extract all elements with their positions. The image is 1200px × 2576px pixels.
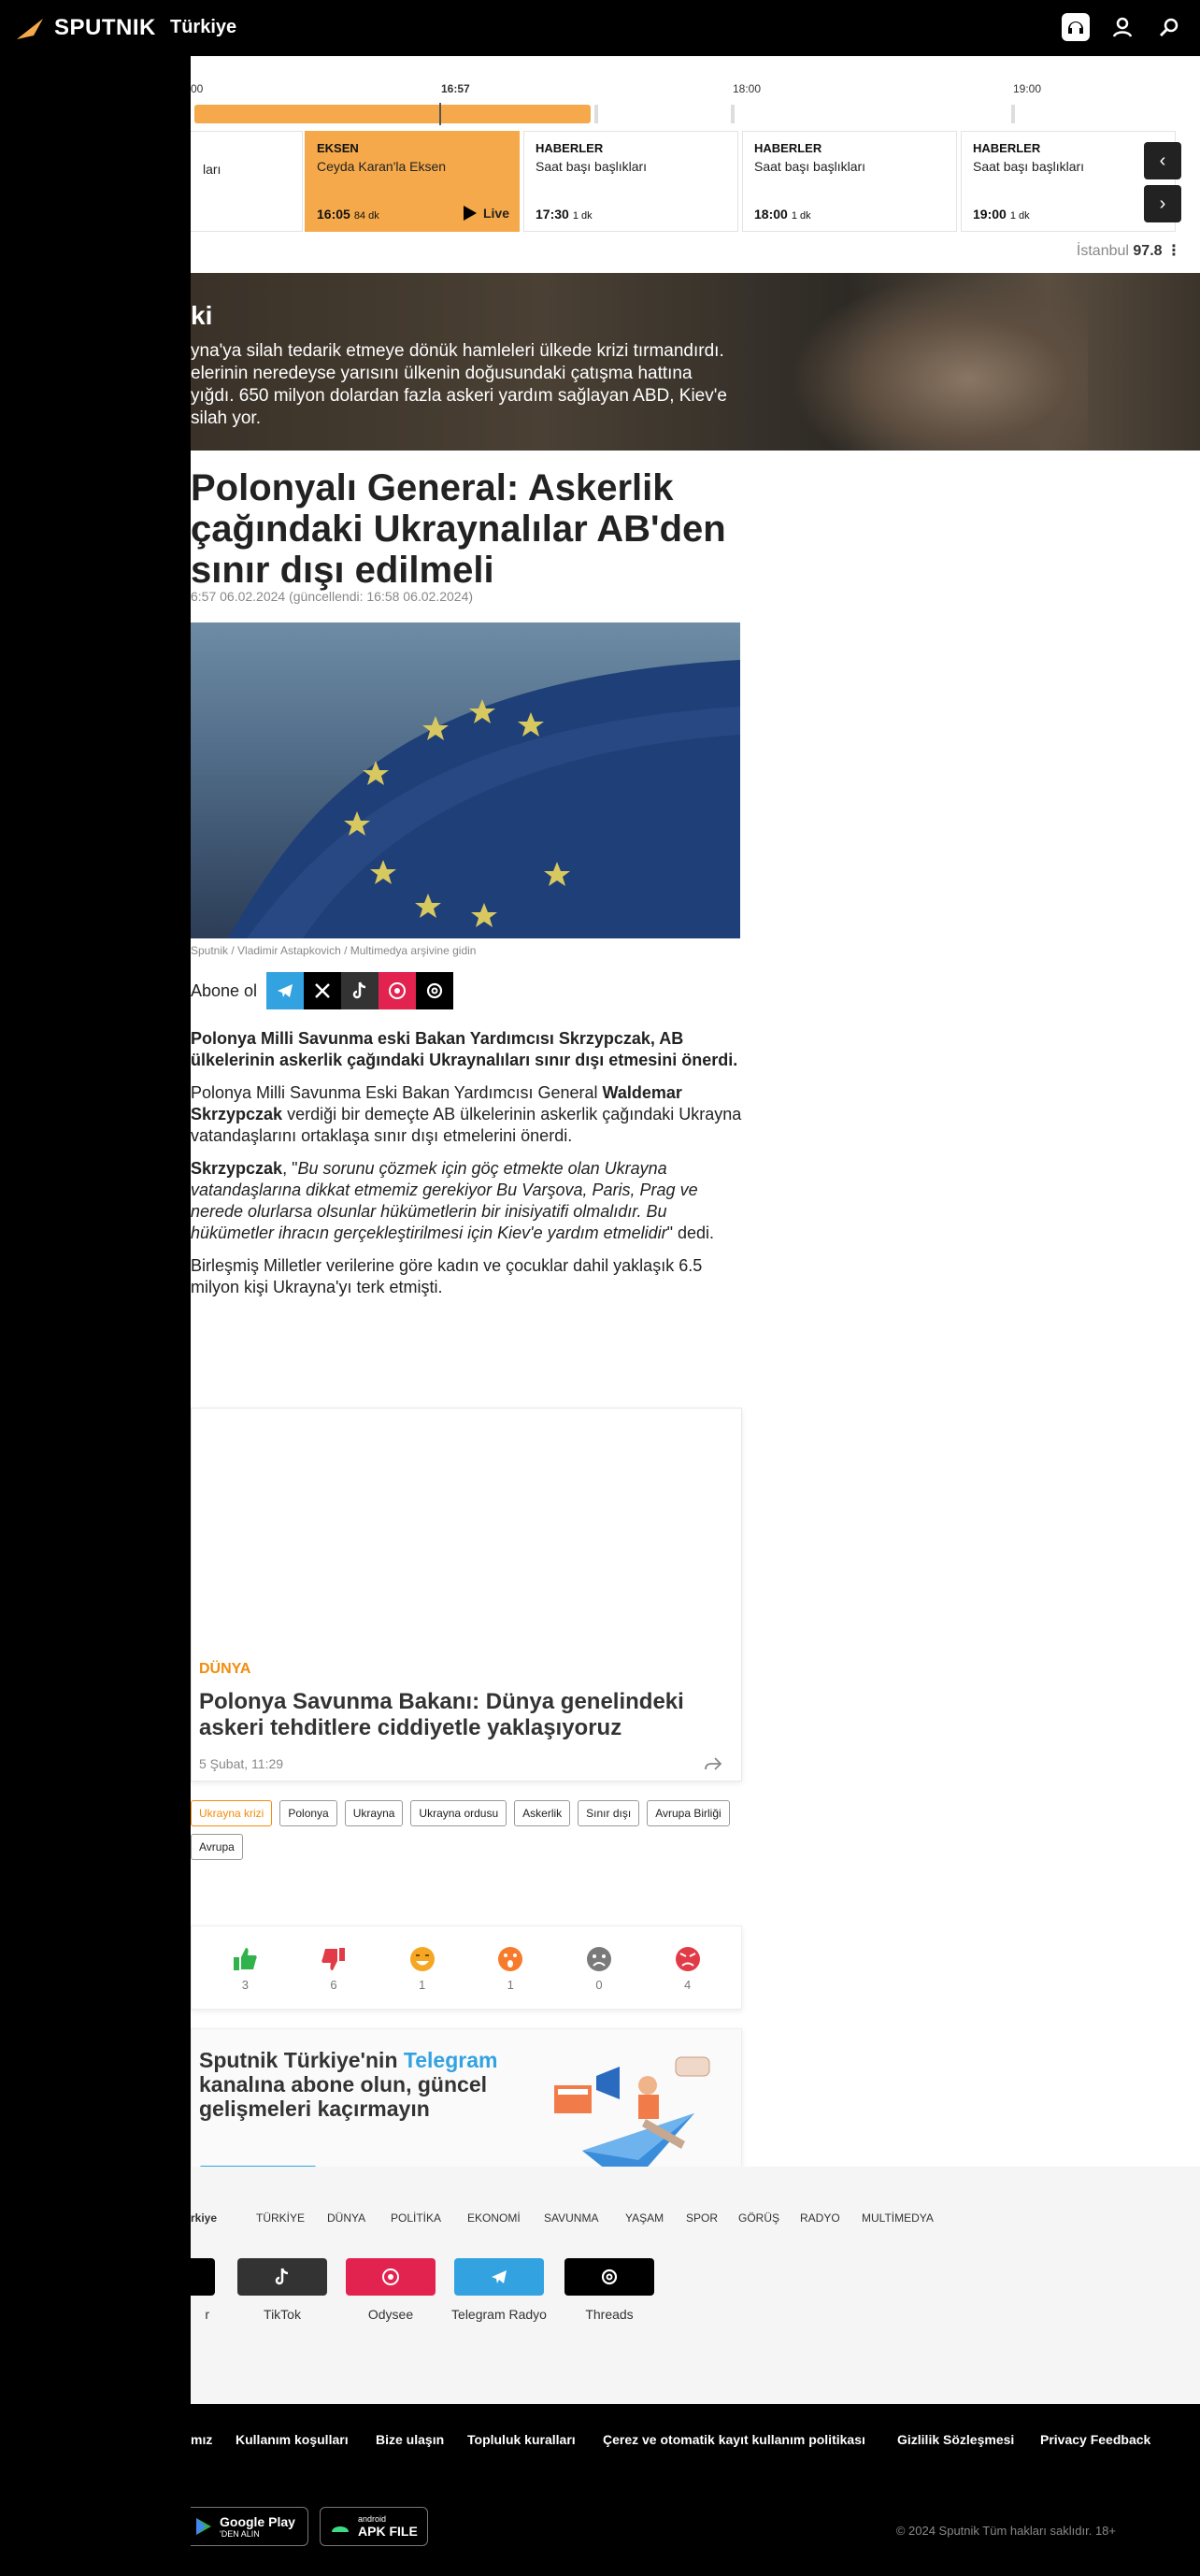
program-card[interactable]: HABERLER Saat başı başlıkları 19:00 1 dk <box>961 131 1176 232</box>
copyright: © 2024 Sputnik Tüm hakları saklıdır. 18+ <box>895 2524 1116 2538</box>
footer-nav-item[interactable]: POLİTİKA <box>391 2211 442 2225</box>
reaction-like[interactable]: 3 <box>230 1944 260 1992</box>
sputnik-logo[interactable] <box>15 15 156 41</box>
thumbs-down-icon <box>319 1944 349 1974</box>
story-banner[interactable] <box>191 273 1200 451</box>
program-card[interactable]: HABERLER Saat başı başlıkları 18:00 1 dk <box>742 131 957 232</box>
tag[interactable]: Ukrayna ordusu <box>410 1800 507 1826</box>
footer-link[interactable]: Gizlilik Sözleşmesi <box>897 2432 1015 2447</box>
footer-nav-item[interactable]: MULTİMEDYA <box>862 2211 934 2225</box>
tl-time-0: 00 <box>191 82 204 95</box>
tl-time-2: 18:00 <box>733 82 762 95</box>
android-icon <box>330 2519 350 2534</box>
subscribe-row <box>191 972 453 1009</box>
article-title: Polonyalı General: Askerlik çağındaki Ukraynalılar AB'den sınır dışı edilmeli <box>191 467 726 591</box>
footer-social-label: TikTok <box>264 2307 301 2322</box>
tl-time-1: 16:57 <box>441 82 470 95</box>
footer-nav-item[interactable]: SAVUNMA <box>544 2211 599 2225</box>
image-caption[interactable]: Sputnik / Vladimir Astapkovich / Multimedya arşivine gidin <box>191 944 477 957</box>
related-category[interactable]: DÜNYA <box>199 1661 251 1677</box>
footer-social-label: Threads <box>585 2307 634 2322</box>
live-button[interactable]: Live <box>463 205 509 222</box>
share-icon[interactable] <box>704 1756 722 1776</box>
footer-nav-item[interactable]: RADYO <box>800 2211 840 2225</box>
tag[interactable]: Polonya <box>279 1800 336 1826</box>
tag[interactable]: Askerlik <box>514 1800 570 1826</box>
timeline-prev-button[interactable] <box>1144 142 1181 179</box>
eu-flag-image[interactable] <box>191 623 740 938</box>
brand-name: SPUTNIK <box>54 15 156 40</box>
program-card[interactable]: HABERLER Saat başı başlıkları 17:30 1 dk <box>523 131 738 232</box>
tiktok-button[interactable] <box>237 2258 327 2296</box>
article-dates: 6:57 06.02.2024 (güncellendi: 16:58 06.02.2024) <box>191 589 474 604</box>
footer-link[interactable]: Topluluk kuralları <box>467 2432 576 2447</box>
program-category: EKSEN <box>317 141 359 155</box>
footer-nav-item[interactable]: TÜRKİYE <box>256 2211 306 2225</box>
radio-timeline <box>191 56 1200 273</box>
footer-link[interactable]: Çerez ve otomatik kayıt kullanım politikası <box>603 2432 865 2447</box>
article-lead: Polonya Milli Savunma eski Bakan Yardımcısı Skrzypczak, AB ülkelerinin askerlik çağındaki Ukraynalıları sınır dışı etmesini önerdi. <box>191 1029 738 1069</box>
laugh-icon <box>407 1944 437 1974</box>
sputnik-logo-icon <box>15 15 47 41</box>
program-card-active[interactable] <box>305 131 520 232</box>
promo-text: Sputnik Türkiye'nin Telegram kanalına abone olun, güncel gelişmeleri kaçırmayın <box>199 2048 498 2121</box>
tiktok-icon[interactable] <box>341 972 379 1009</box>
google-play-icon <box>195 2517 212 2536</box>
footer-nav-item[interactable]: SPOR <box>686 2211 719 2225</box>
apk-badge[interactable]: android APK FILE <box>320 2507 428 2546</box>
chevron-right-icon: › <box>1159 193 1166 214</box>
footer-link[interactable]: Bize ulaşın <box>376 2432 445 2447</box>
footer-bottom <box>191 2404 1200 2576</box>
radio-frequency[interactable]: İstanbul 97.8 ⋮ <box>1076 243 1181 259</box>
edition-label[interactable]: Türkiye <box>170 17 237 37</box>
subscribe-label: Abone ol <box>191 980 258 1000</box>
tag[interactable]: Ukrayna <box>345 1800 404 1826</box>
tl-slot-2 <box>731 105 735 123</box>
reactions-bar <box>191 1925 742 2010</box>
footer-social-label: Odysee <box>367 2307 414 2322</box>
content-panel <box>191 56 1200 2576</box>
odysee-icon <box>380 2267 401 2287</box>
tl-slot-3 <box>1011 105 1015 123</box>
article-body <box>191 1028 742 1309</box>
footer-nav-item[interactable]: DÜNYA <box>327 2211 366 2225</box>
reaction-dislike[interactable]: 6 <box>319 1944 349 1992</box>
odysee-button[interactable] <box>346 2258 436 2296</box>
reaction-laugh[interactable]: 1 <box>407 1944 437 1992</box>
footer-nav-item[interactable]: EKONOMİ <box>467 2211 521 2225</box>
tl-progress-bar[interactable] <box>194 105 591 123</box>
banner-text: yna'ya silah tedarik etmeye dönük hamleleri ülkede krizi tırmandırdı. elerinin neredeyse yarısını ülkenin doğusundaki çatışma hattına yığdı. 650 milyon dolardan fazla askeri yardım sağlayan ABD, Kiev'e silah yor. <box>191 341 727 428</box>
program-title: Ceyda Karan'la Eksen <box>317 159 447 174</box>
footer-nav-item[interactable]: GÖRÜŞ <box>738 2211 780 2225</box>
search-icon[interactable] <box>1155 13 1183 41</box>
surprised-icon <box>495 1944 525 1974</box>
tl-slot-1 <box>594 105 598 123</box>
article-paragraph: Skrzypczak, "Bu sorunu çözmek için göç etmekte olan Ukrayna vatandaşlarına dikkat etmemiz gerekiyor Bu Varşova, Paris, Prag ve nerede olurlarsa olsunlar hükümetlerin bir inisiyatifi olmalıdır. Bu hükümetler ihracın gerçekleştirilmesi için Kiev'e yardım etmelidir" dedi. <box>191 1159 715 1242</box>
program-card[interactable]: ları <box>191 131 303 232</box>
footer-social-button[interactable] <box>191 2258 215 2296</box>
tiktok-icon <box>274 2268 291 2286</box>
reaction-surprised[interactable]: 1 <box>495 1944 525 1992</box>
related-article-card[interactable] <box>191 1408 742 1782</box>
angry-icon <box>673 1944 703 1974</box>
user-icon[interactable] <box>1108 13 1136 41</box>
radio-icon[interactable] <box>1062 13 1090 41</box>
tag[interactable]: Ukrayna krizi <box>191 1800 272 1826</box>
threads-icon[interactable] <box>416 972 453 1009</box>
tag[interactable]: Avrupa <box>191 1834 243 1860</box>
play-icon <box>463 205 478 222</box>
banner-title: ki <box>191 301 213 330</box>
footer-social-label: Telegram Radyo <box>451 2307 547 2322</box>
tag[interactable]: Sınır dışı <box>578 1800 639 1826</box>
footer-link[interactable]: Privacy Feedback <box>1040 2432 1151 2447</box>
related-date: 5 Şubat, 11:29 <box>199 1756 284 1771</box>
sad-icon <box>584 1944 614 1974</box>
timeline-next-button[interactable] <box>1144 185 1181 222</box>
chevron-left-icon: ‹ <box>1159 150 1166 171</box>
related-title[interactable]: Polonya Savunma Bakanı: Dünya genelindeki askeri tehditlere ciddiyetle yaklaşıyoruz <box>199 1689 684 1740</box>
reaction-sad[interactable]: 0 <box>584 1944 614 1992</box>
tag[interactable]: Avrupa Birliği <box>647 1800 729 1826</box>
footer-link[interactable]: Kullanım koşulları <box>236 2432 349 2447</box>
footer-nav-item[interactable]: rkiye <box>191 2211 218 2225</box>
more-vert-icon[interactable]: ⋮ <box>1166 243 1181 259</box>
threads-button[interactable] <box>564 2258 654 2296</box>
telegram-icon[interactable] <box>266 972 304 1009</box>
tag-list <box>191 1800 742 1860</box>
tl-now-marker <box>439 103 441 125</box>
threads-icon <box>600 2268 619 2286</box>
odysee-icon[interactable] <box>379 972 416 1009</box>
tl-time-3: 19:00 <box>1013 82 1042 95</box>
thumbs-up-icon <box>230 1944 260 1974</box>
google-play-badge[interactable]: Google Play 'DEN ALIN <box>191 2507 308 2546</box>
reaction-angry[interactable]: 4 <box>673 1944 703 1992</box>
program-duration: 84 dk <box>353 210 379 222</box>
telegram-icon <box>490 2268 508 2286</box>
program-time: 16:05 <box>317 207 350 222</box>
article-paragraph: Birleşmiş Milletler verilerine göre kadın ve çocuklar dahil yaklaşık 6.5 milyon kişi Ukrayna'yı terk etmişti. <box>191 1256 703 1296</box>
x-icon[interactable] <box>304 972 341 1009</box>
telegram-radio-button[interactable] <box>454 2258 544 2296</box>
top-bar <box>0 0 1200 56</box>
footer-nav-item[interactable]: YAŞAM <box>625 2211 664 2225</box>
article-paragraph: Polonya Milli Savunma Eski Bakan Yardımcısı General Waldemar Skrzypczak verdiği bir demeçte AB ülkelerinin askerlik çağındaki Ukrayna vatandaşlarını ortaklaşa sınır dışı etmelerini önerdi. <box>191 1083 742 1145</box>
footer-social-label: r <box>205 2307 209 2322</box>
footer-link[interactable]: mız <box>191 2432 213 2447</box>
soldier-image <box>789 273 1088 451</box>
